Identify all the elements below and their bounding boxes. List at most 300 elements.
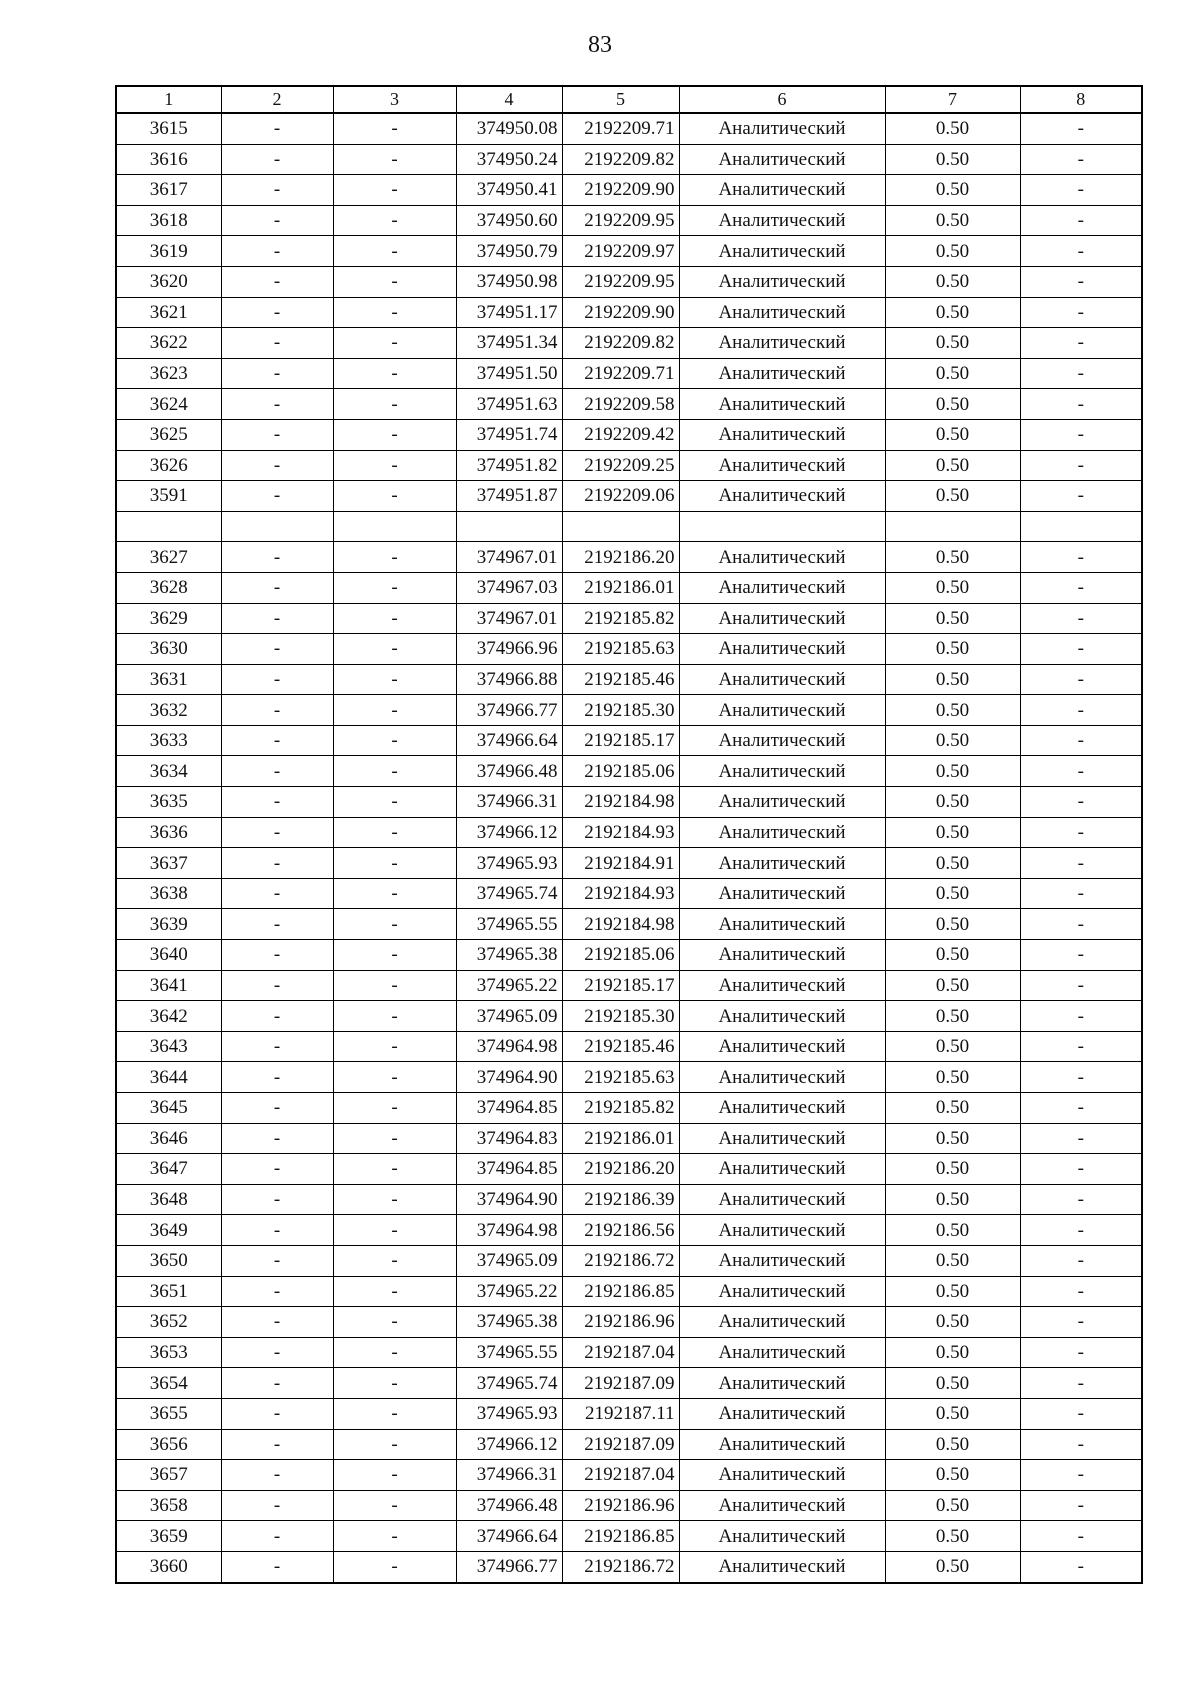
col2-cell: - (221, 725, 333, 756)
point-number-cell: 3615 (116, 113, 221, 144)
col2-cell: - (221, 1062, 333, 1093)
col3-cell: - (333, 450, 456, 481)
method-cell: Аналитический (679, 1062, 885, 1093)
point-number-cell: 3644 (116, 1062, 221, 1093)
x-coordinate-cell: 374966.12 (456, 817, 562, 848)
x-coordinate-cell: 374964.85 (456, 1154, 562, 1185)
accuracy-cell: 0.50 (885, 450, 1020, 481)
col3-cell: - (333, 358, 456, 389)
col2-cell: - (221, 113, 333, 144)
point-number-cell: 3625 (116, 419, 221, 450)
header-cell: 2 (221, 86, 333, 113)
col2-cell: - (221, 878, 333, 909)
point-number-cell: 3591 (116, 481, 221, 512)
point-number-cell: 3643 (116, 1031, 221, 1062)
x-coordinate-cell: 374951.87 (456, 481, 562, 512)
method-cell: Аналитический (679, 664, 885, 695)
y-coordinate-cell: 2192185.17 (562, 970, 679, 1001)
col8-cell: - (1020, 1490, 1142, 1521)
accuracy-cell: 0.50 (885, 1429, 1020, 1460)
y-coordinate-cell: 2192187.09 (562, 1368, 679, 1399)
table-row (116, 266, 1142, 297)
col2-cell: - (221, 970, 333, 1001)
table-row (116, 909, 1142, 940)
point-number-cell: 3651 (116, 1276, 221, 1307)
col2-cell: - (221, 1460, 333, 1491)
table-row (116, 1215, 1142, 1246)
y-coordinate-cell: 2192209.71 (562, 113, 679, 144)
col3-cell: - (333, 572, 456, 603)
table-row (116, 1521, 1142, 1552)
table-row (116, 481, 1142, 512)
table-row (116, 1093, 1142, 1124)
point-number-cell: 3629 (116, 603, 221, 634)
y-coordinate-cell: 2192209.95 (562, 205, 679, 236)
col2-cell: - (221, 695, 333, 726)
col3-cell: - (333, 1276, 456, 1307)
point-number-cell: 3618 (116, 205, 221, 236)
y-coordinate-cell: 2192187.09 (562, 1429, 679, 1460)
table-row (116, 787, 1142, 818)
point-number-cell: 3652 (116, 1307, 221, 1338)
accuracy-cell: 0.50 (885, 1307, 1020, 1338)
x-coordinate-cell: 374965.22 (456, 970, 562, 1001)
col3-cell: - (333, 634, 456, 665)
col2-cell: - (221, 1490, 333, 1521)
col2-cell: - (221, 1031, 333, 1062)
accuracy-cell: 0.50 (885, 419, 1020, 450)
method-cell: Аналитический (679, 1245, 885, 1276)
col2-cell: - (221, 1337, 333, 1368)
accuracy-cell: 0.50 (885, 970, 1020, 1001)
col2-cell: - (221, 756, 333, 787)
method-cell: Аналитический (679, 1093, 885, 1124)
x-coordinate-cell: 374966.64 (456, 725, 562, 756)
accuracy-cell: 0.50 (885, 1337, 1020, 1368)
col2-cell: - (221, 848, 333, 879)
point-number-cell: 3645 (116, 1093, 221, 1124)
point-number-cell: 3656 (116, 1429, 221, 1460)
col3-cell: - (333, 419, 456, 450)
point-number-cell: 3636 (116, 817, 221, 848)
col8-cell: - (1020, 664, 1142, 695)
y-coordinate-cell: 2192186.01 (562, 1123, 679, 1154)
accuracy-cell: 0.50 (885, 358, 1020, 389)
x-coordinate-cell: 374966.77 (456, 1551, 562, 1582)
table-body (116, 113, 1142, 1583)
header-cell: 6 (679, 86, 885, 113)
accuracy-cell: 0.50 (885, 664, 1020, 695)
method-cell: Аналитический (679, 1184, 885, 1215)
accuracy-cell: 0.50 (885, 175, 1020, 206)
col3-cell: - (333, 1154, 456, 1185)
col8-cell: - (1020, 848, 1142, 879)
col8-cell: - (1020, 634, 1142, 665)
x-coordinate-cell: 374951.34 (456, 328, 562, 359)
point-number-cell: 3646 (116, 1123, 221, 1154)
col2-cell (221, 511, 333, 542)
point-number-cell: 3655 (116, 1398, 221, 1429)
accuracy-cell: 0.50 (885, 817, 1020, 848)
col3-cell: - (333, 389, 456, 420)
col3-cell: - (333, 1062, 456, 1093)
point-number-cell: 3616 (116, 144, 221, 175)
point-number-cell: 3632 (116, 695, 221, 726)
x-coordinate-cell: 374965.74 (456, 1368, 562, 1399)
x-coordinate-cell: 374951.50 (456, 358, 562, 389)
point-number-cell: 3620 (116, 266, 221, 297)
y-coordinate-cell: 2192209.97 (562, 236, 679, 267)
col3-cell: - (333, 664, 456, 695)
accuracy-cell: 0.50 (885, 1398, 1020, 1429)
col3-cell: - (333, 1307, 456, 1338)
col2-cell: - (221, 358, 333, 389)
y-coordinate-cell: 2192185.46 (562, 664, 679, 695)
col2-cell: - (221, 205, 333, 236)
col8-cell: - (1020, 1062, 1142, 1093)
point-number-cell: 3638 (116, 878, 221, 909)
y-coordinate-cell: 2192185.63 (562, 634, 679, 665)
y-coordinate-cell: 2192187.04 (562, 1460, 679, 1491)
x-coordinate-cell: 374965.22 (456, 1276, 562, 1307)
table-row (116, 389, 1142, 420)
method-cell: Аналитический (679, 1276, 885, 1307)
page-number: 83 (588, 32, 612, 58)
x-coordinate-cell: 374950.41 (456, 175, 562, 206)
point-number-cell (116, 511, 221, 542)
col2-cell: - (221, 572, 333, 603)
point-number-cell: 3635 (116, 787, 221, 818)
method-cell: Аналитический (679, 450, 885, 481)
accuracy-cell: 0.50 (885, 878, 1020, 909)
col3-cell (333, 511, 456, 542)
col3-cell: - (333, 1215, 456, 1246)
method-cell: Аналитический (679, 297, 885, 328)
method-cell: Аналитический (679, 266, 885, 297)
col3-cell: - (333, 1398, 456, 1429)
col8-cell: - (1020, 175, 1142, 206)
method-cell: Аналитический (679, 236, 885, 267)
accuracy-cell: 0.50 (885, 297, 1020, 328)
point-number-cell: 3660 (116, 1551, 221, 1582)
accuracy-cell: 0.50 (885, 1031, 1020, 1062)
y-coordinate-cell: 2192209.82 (562, 328, 679, 359)
table-row (116, 358, 1142, 389)
y-coordinate-cell: 2192209.25 (562, 450, 679, 481)
y-coordinate-cell: 2192187.11 (562, 1398, 679, 1429)
x-coordinate-cell: 374964.98 (456, 1031, 562, 1062)
method-cell (679, 511, 885, 542)
table-row (116, 1398, 1142, 1429)
col8-cell: - (1020, 1123, 1142, 1154)
accuracy-cell: 0.50 (885, 113, 1020, 144)
col2-cell: - (221, 1093, 333, 1124)
method-cell: Аналитический (679, 909, 885, 940)
y-coordinate-cell: 2192209.42 (562, 419, 679, 450)
method-cell: Аналитический (679, 725, 885, 756)
col2-cell: - (221, 236, 333, 267)
table-row (116, 848, 1142, 879)
accuracy-cell: 0.50 (885, 1093, 1020, 1124)
accuracy-cell: 0.50 (885, 1123, 1020, 1154)
col2-cell: - (221, 1521, 333, 1552)
col3-cell: - (333, 113, 456, 144)
col2-cell: - (221, 1551, 333, 1582)
method-cell: Аналитический (679, 144, 885, 175)
col8-cell: - (1020, 542, 1142, 573)
accuracy-cell: 0.50 (885, 603, 1020, 634)
accuracy-cell: 0.50 (885, 1551, 1020, 1582)
y-coordinate-cell: 2192184.98 (562, 909, 679, 940)
x-coordinate-cell: 374951.74 (456, 419, 562, 450)
x-coordinate-cell: 374966.48 (456, 1490, 562, 1521)
x-coordinate-cell: 374950.98 (456, 266, 562, 297)
col2-cell: - (221, 297, 333, 328)
col3-cell: - (333, 1093, 456, 1124)
col8-cell: - (1020, 297, 1142, 328)
x-coordinate-cell: 374965.38 (456, 1307, 562, 1338)
method-cell: Аналитический (679, 328, 885, 359)
method-cell: Аналитический (679, 572, 885, 603)
col3-cell: - (333, 328, 456, 359)
y-coordinate-cell (562, 511, 679, 542)
method-cell: Аналитический (679, 1123, 885, 1154)
y-coordinate-cell: 2192186.96 (562, 1307, 679, 1338)
point-number-cell: 3648 (116, 1184, 221, 1215)
table-row (116, 1001, 1142, 1032)
accuracy-cell: 0.50 (885, 542, 1020, 573)
col8-cell: - (1020, 1460, 1142, 1491)
x-coordinate-cell: 374967.01 (456, 542, 562, 573)
col8-cell: - (1020, 328, 1142, 359)
x-coordinate-cell: 374951.17 (456, 297, 562, 328)
point-number-cell: 3617 (116, 175, 221, 206)
x-coordinate-cell: 374951.82 (456, 450, 562, 481)
y-coordinate-cell: 2192185.63 (562, 1062, 679, 1093)
y-coordinate-cell: 2192184.91 (562, 848, 679, 879)
table-row (116, 1123, 1142, 1154)
table-row (116, 297, 1142, 328)
y-coordinate-cell: 2192209.90 (562, 297, 679, 328)
y-coordinate-cell: 2192186.85 (562, 1521, 679, 1552)
method-cell: Аналитический (679, 1551, 885, 1582)
x-coordinate-cell: 374964.90 (456, 1062, 562, 1093)
x-coordinate-cell: 374950.60 (456, 205, 562, 236)
table-row (116, 1337, 1142, 1368)
col2-cell: - (221, 1398, 333, 1429)
accuracy-cell: 0.50 (885, 205, 1020, 236)
y-coordinate-cell: 2192186.72 (562, 1245, 679, 1276)
x-coordinate-cell: 374966.96 (456, 634, 562, 665)
col3-cell: - (333, 940, 456, 971)
y-coordinate-cell: 2192185.82 (562, 1093, 679, 1124)
col8-cell: - (1020, 1154, 1142, 1185)
table-row (116, 878, 1142, 909)
x-coordinate-cell: 374964.83 (456, 1123, 562, 1154)
method-cell: Аналитический (679, 634, 885, 665)
header-cell: 3 (333, 86, 456, 113)
method-cell: Аналитический (679, 878, 885, 909)
table-row (116, 1368, 1142, 1399)
col8-cell: - (1020, 1001, 1142, 1032)
col2-cell: - (221, 144, 333, 175)
accuracy-cell: 0.50 (885, 1521, 1020, 1552)
accuracy-cell: 0.50 (885, 266, 1020, 297)
y-coordinate-cell: 2192186.96 (562, 1490, 679, 1521)
accuracy-cell: 0.50 (885, 1368, 1020, 1399)
col2-cell: - (221, 481, 333, 512)
method-cell: Аналитический (679, 1398, 885, 1429)
method-cell: Аналитический (679, 940, 885, 971)
y-coordinate-cell: 2192185.06 (562, 940, 679, 971)
point-number-cell: 3658 (116, 1490, 221, 1521)
y-coordinate-cell: 2192185.46 (562, 1031, 679, 1062)
table-row (116, 1460, 1142, 1491)
col8-cell: - (1020, 940, 1142, 971)
col8-cell: - (1020, 1398, 1142, 1429)
x-coordinate-cell: 374950.24 (456, 144, 562, 175)
col8-cell: - (1020, 358, 1142, 389)
col3-cell: - (333, 787, 456, 818)
table-row (116, 1490, 1142, 1521)
accuracy-cell: 0.50 (885, 756, 1020, 787)
col3-cell: - (333, 542, 456, 573)
col8-cell: - (1020, 1307, 1142, 1338)
col3-cell: - (333, 817, 456, 848)
method-cell: Аналитический (679, 1307, 885, 1338)
col8-cell: - (1020, 1429, 1142, 1460)
col2-cell: - (221, 1429, 333, 1460)
table-row (116, 970, 1142, 1001)
x-coordinate-cell: 374967.01 (456, 603, 562, 634)
col3-cell: - (333, 175, 456, 206)
col8-cell: - (1020, 1276, 1142, 1307)
point-number-cell: 3649 (116, 1215, 221, 1246)
accuracy-cell: 0.50 (885, 481, 1020, 512)
y-coordinate-cell: 2192186.20 (562, 542, 679, 573)
col2-cell: - (221, 787, 333, 818)
y-coordinate-cell: 2192184.93 (562, 878, 679, 909)
col3-cell: - (333, 1460, 456, 1491)
point-number-cell: 3630 (116, 634, 221, 665)
x-coordinate-cell: 374964.98 (456, 1215, 562, 1246)
col8-cell: - (1020, 1215, 1142, 1246)
col2-cell: - (221, 175, 333, 206)
table-row (116, 940, 1142, 971)
point-number-cell: 3627 (116, 542, 221, 573)
col2-cell: - (221, 1276, 333, 1307)
table-row (116, 664, 1142, 695)
table-row (116, 1031, 1142, 1062)
header-cell: 5 (562, 86, 679, 113)
col8-cell: - (1020, 572, 1142, 603)
col2-cell: - (221, 450, 333, 481)
col2-cell: - (221, 1184, 333, 1215)
point-number-cell: 3626 (116, 450, 221, 481)
col8-cell: - (1020, 1093, 1142, 1124)
x-coordinate-cell: 374965.55 (456, 1337, 562, 1368)
col2-cell: - (221, 1307, 333, 1338)
accuracy-cell: 0.50 (885, 144, 1020, 175)
y-coordinate-cell: 2192209.06 (562, 481, 679, 512)
accuracy-cell: 0.50 (885, 1184, 1020, 1215)
col8-cell: - (1020, 481, 1142, 512)
accuracy-cell (885, 511, 1020, 542)
accuracy-cell: 0.50 (885, 389, 1020, 420)
x-coordinate-cell: 374964.90 (456, 1184, 562, 1215)
col3-cell: - (333, 1429, 456, 1460)
col8-cell: - (1020, 909, 1142, 940)
point-number-cell: 3634 (116, 756, 221, 787)
table-row (116, 175, 1142, 206)
table-row (116, 419, 1142, 450)
col2-cell: - (221, 603, 333, 634)
col3-cell: - (333, 878, 456, 909)
table-row (116, 450, 1142, 481)
table-row (116, 1154, 1142, 1185)
x-coordinate-cell: 374966.88 (456, 664, 562, 695)
accuracy-cell: 0.50 (885, 1245, 1020, 1276)
col8-cell: - (1020, 817, 1142, 848)
col8-cell: - (1020, 419, 1142, 450)
y-coordinate-cell: 2192185.17 (562, 725, 679, 756)
col3-cell: - (333, 1123, 456, 1154)
x-coordinate-cell: 374950.79 (456, 236, 562, 267)
col3-cell: - (333, 756, 456, 787)
point-number-cell: 3633 (116, 725, 221, 756)
table-row (116, 511, 1142, 542)
col8-cell: - (1020, 1031, 1142, 1062)
x-coordinate-cell: 374950.08 (456, 113, 562, 144)
x-coordinate-cell: 374951.63 (456, 389, 562, 420)
col3-cell: - (333, 1521, 456, 1552)
x-coordinate-cell: 374966.64 (456, 1521, 562, 1552)
point-number-cell: 3642 (116, 1001, 221, 1032)
y-coordinate-cell: 2192186.85 (562, 1276, 679, 1307)
point-number-cell: 3650 (116, 1245, 221, 1276)
col3-cell: - (333, 725, 456, 756)
accuracy-cell: 0.50 (885, 1215, 1020, 1246)
method-cell: Аналитический (679, 848, 885, 879)
accuracy-cell: 0.50 (885, 1460, 1020, 1491)
accuracy-cell: 0.50 (885, 940, 1020, 971)
table-row (116, 817, 1142, 848)
col8-cell: - (1020, 389, 1142, 420)
col8-cell: - (1020, 144, 1142, 175)
y-coordinate-cell: 2192186.72 (562, 1551, 679, 1582)
col3-cell: - (333, 1337, 456, 1368)
method-cell: Аналитический (679, 756, 885, 787)
table-row (116, 236, 1142, 267)
col3-cell: - (333, 848, 456, 879)
col2-cell: - (221, 817, 333, 848)
col8-cell: - (1020, 603, 1142, 634)
y-coordinate-cell: 2192184.93 (562, 817, 679, 848)
point-number-cell: 3659 (116, 1521, 221, 1552)
accuracy-cell: 0.50 (885, 848, 1020, 879)
col8-cell (1020, 511, 1142, 542)
table-row (116, 1429, 1142, 1460)
col3-cell: - (333, 695, 456, 726)
x-coordinate-cell: 374965.74 (456, 878, 562, 909)
col3-cell: - (333, 1245, 456, 1276)
col2-cell: - (221, 542, 333, 573)
method-cell: Аналитический (679, 970, 885, 1001)
point-number-cell: 3628 (116, 572, 221, 603)
y-coordinate-cell: 2192209.71 (562, 358, 679, 389)
method-cell: Аналитический (679, 1429, 885, 1460)
table-row (116, 1551, 1142, 1582)
